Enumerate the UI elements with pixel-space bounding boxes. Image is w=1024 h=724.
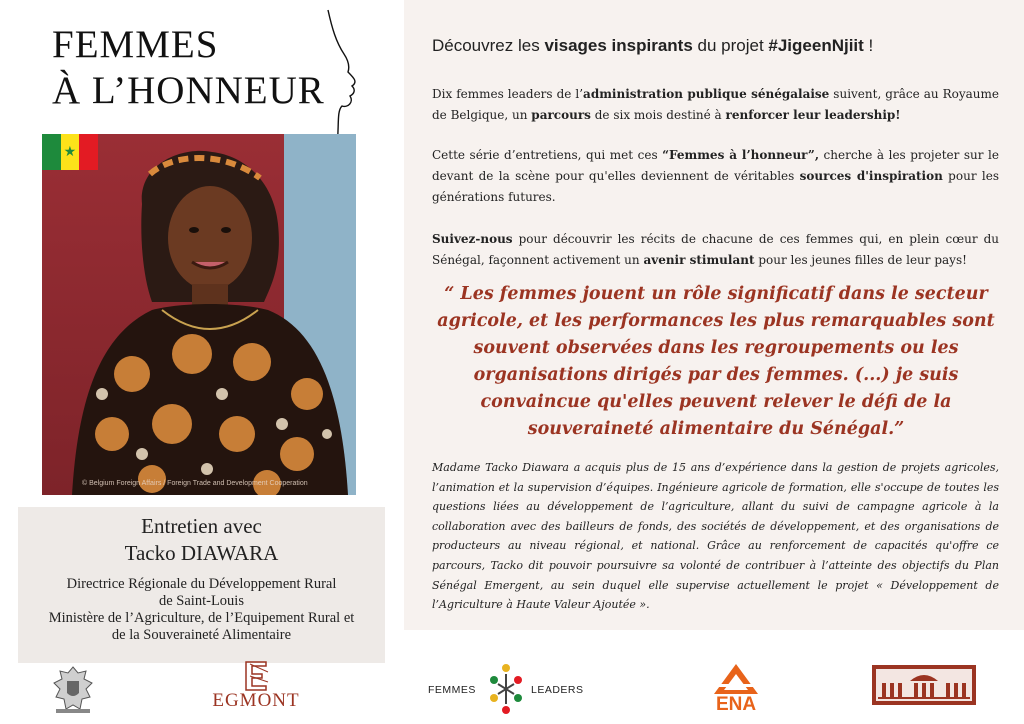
role-line: de la Souveraineté Alimentaire xyxy=(111,627,292,643)
text-bold: sources d'inspiration xyxy=(799,169,943,183)
intro-paragraph xyxy=(432,84,999,126)
text-run: Cette série d’entretiens, qui met ces xyxy=(432,148,663,162)
leaders-text: LEADERS xyxy=(531,684,584,696)
building-icon xyxy=(870,661,978,707)
photo-credit: © Belgium Foreign Affairs / Foreign Trade and Development Cooperation xyxy=(82,480,308,487)
text-run: suivent, grâce au Royaume de Belgique, un xyxy=(432,87,999,122)
text-bold: Suivez-nous xyxy=(432,232,513,246)
text-run: Dix femmes leaders de l’ xyxy=(432,87,584,101)
heading-text: Découvrez les xyxy=(432,36,545,55)
follow-paragraph xyxy=(432,229,999,271)
flag-yellow-band xyxy=(61,134,80,170)
heading-text: ! xyxy=(863,36,874,55)
text-bold: “Femmes à l’honneur”, xyxy=(662,148,820,162)
interview-info-box xyxy=(18,507,385,663)
person-role xyxy=(18,576,385,644)
text-bold: administration publique sénégalaise xyxy=(583,87,830,101)
senegal-flag-icon xyxy=(42,134,98,170)
text-bold: renforcer leur leadership! xyxy=(725,108,901,122)
portrait-figure xyxy=(42,134,356,495)
role-line: Ministère de l’Agriculture, de l’Equipement Rural et xyxy=(48,610,355,626)
text-run: cherche à les projeter sur le devant de la scène pour qu'elles deviennent de véritables xyxy=(432,148,999,183)
portrait-photo xyxy=(42,134,356,495)
text-run: de six mois destiné à xyxy=(590,108,726,122)
coat-of-arms-icon xyxy=(48,663,98,717)
text-run: pour les jeunes filles de leur pays! xyxy=(754,253,967,267)
title-line-1: FEMMES xyxy=(52,23,219,66)
egmont-emblem-icon xyxy=(206,660,306,694)
text-run: pour les générations futures. xyxy=(432,169,999,204)
femmes-text: FEMMES xyxy=(428,684,476,696)
series-paragraph xyxy=(432,145,999,208)
text-bold: parcours xyxy=(531,108,591,122)
person-name: Tacko DIAWARA xyxy=(124,541,279,565)
interview-label: Entretien avec xyxy=(141,514,262,538)
ena-emblem-icon xyxy=(710,662,762,696)
flag-green-band xyxy=(42,134,61,170)
role-line: de Saint-Louis xyxy=(159,593,244,609)
femmes-leaders-emblem-icon xyxy=(488,662,524,718)
egmont-text: EGMONT xyxy=(212,690,300,711)
flag-star-icon: ★ xyxy=(63,144,77,160)
flag-red-band xyxy=(79,134,98,170)
government-building-logo xyxy=(870,661,978,707)
bio-paragraph: Madame Tacko Diawara a acquis plus de 15 ans d’expérience dans la gestion de projets agricoles, l’animation et la supervision d’équipes. Ingénieure agricole de formation, elle s'occupe de toutes les questions liées au développement de l’agriculture, allant du suivi de campagne agricole à la collaboration avec des bailleurs de fonds, des sociétés de développement, et des organisations de producteurs au niveau régional, et national. Grâce au renforcement de capacités qu'offre ce parcours, Tacko dit pouvoir poursuivre sa volonté de contribuer à l’atteinte des objectifs du Plan Sénégal Emergent, au sein duquel elle supervise actuellement le projet « Développement de l’Agriculture à Haute Valeur Ajoutée ». xyxy=(432,461,999,612)
role-line: Directrice Régionale du Développement Rural xyxy=(66,576,337,592)
text-run: pour découvrir les récits de chacune de ces femmes qui, en plein cœur du Sénégal, façonnent activement un xyxy=(432,232,999,267)
text-bold: avenir stimulant xyxy=(643,253,755,267)
ena-text: ENA xyxy=(715,694,757,715)
title-line-2: À L’HONNEUR xyxy=(52,69,325,112)
heading-text: du projet xyxy=(692,36,769,55)
poster-title xyxy=(52,22,325,114)
pull-quote: “ Les femmes jouent un rôle significatif dans le secteur agricole, et les performances les plus remarquables sont souvent observées dans les regroupements ou les organisations dirigés par des femmes. (...) je suis convaincue qu'elles peuvent relever le défi de la souveraineté alimentaire du Sénégal.” xyxy=(437,284,995,439)
section-heading xyxy=(432,36,1012,56)
heading-bold: visages inspirants xyxy=(544,36,693,55)
egmont-logo xyxy=(206,660,306,716)
ena-logo xyxy=(710,662,762,718)
belgium-coat-of-arms-logo xyxy=(48,663,98,717)
hashtag: #JigeenNjiit xyxy=(768,36,864,55)
femmes-leaders-logo xyxy=(428,662,588,718)
